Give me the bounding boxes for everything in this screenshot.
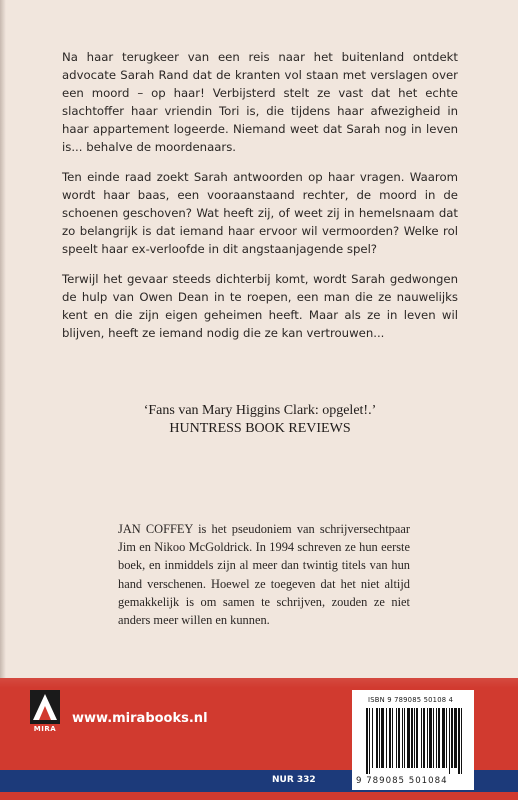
barcode-bar — [458, 708, 460, 774]
review-quote — [62, 402, 458, 438]
synopsis-paragraph-1: Na haar terugkeer van een reis naar het buitenland ontdekt advocate Sarah Rand dat de kranten vol staan met verslagen over een moord – op haar! Verbijsterd stelt ze vast dat het echte slachtoffer haar vriendin Tori is, die tijdens haar afwezigheid in haar appartement logeerde. Niemand weet dat Sarah nog in leven is... behalve de moordenaars. — [62, 50, 458, 154]
publisher-logo — [30, 690, 60, 736]
isbn-barcode — [352, 690, 474, 790]
review-quote-source: HUNTRESS BOOK REVIEWS — [169, 421, 351, 436]
publisher-logo-text: MIRA — [33, 725, 57, 733]
synopsis-paragraph-2: Ten einde raad zoekt Sarah antwoorden op haar vragen. Waarom wordt haar baas, een vooraanstaand rechter, de moord in de schoenen geschoven? Wat heeft zij, of weet zij in hemelsnaam dat zo belangrijk is dat iemand haar ervoor wil vermoorden? Welke rol speelt haar ex-verloofde in dit angstaanjagende spel? — [62, 170, 458, 256]
barcode-bar — [389, 708, 391, 768]
ean-digits: 9 789085 501084 — [356, 776, 448, 786]
barcode-bar — [414, 708, 415, 768]
barcode-bar — [392, 708, 393, 768]
synopsis-paragraph-3: Terwijl het gevaar steeds dichterbij komt, wordt Sarah gedwongen de hulp van Owen Dean in te roepen, een man die ze nauwelijks kent en die zijn eigen geheimen heeft. Maar als ze in leven wil blijven, heeft ze iemand nodig die ze kan vertrouwen... — [62, 272, 458, 340]
barcode-bar — [442, 708, 445, 768]
synopsis-blurb — [62, 48, 458, 354]
barcode-bar — [366, 708, 368, 774]
barcode-bar — [372, 708, 373, 768]
barcode-bar — [461, 708, 462, 774]
barcode-bar — [421, 708, 422, 768]
isbn-label: ISBN 9 789085 50108 4 — [368, 696, 454, 704]
barcode-bar — [396, 708, 397, 768]
barcode-bar — [379, 708, 380, 768]
barcode-bar — [433, 708, 434, 768]
nur-code: NUR 332 — [272, 775, 316, 785]
barcode-bar — [402, 708, 403, 768]
mira-logo-icon — [30, 690, 60, 724]
barcode-bar — [423, 708, 425, 768]
barcode-bar — [427, 708, 428, 768]
publisher-website-link[interactable]: www.mirabooks.nl — [72, 711, 208, 726]
barcode-bar — [438, 708, 440, 768]
barcode-bar — [369, 708, 370, 774]
barcode-bar — [436, 708, 437, 768]
barcode-bar — [449, 708, 450, 774]
barcode-bar — [381, 708, 384, 768]
barcode-bar — [446, 708, 447, 768]
barcode-bar — [451, 708, 453, 768]
barcode-bars — [366, 708, 462, 774]
barcode-bar — [411, 708, 413, 768]
barcode-bar — [404, 708, 405, 768]
barcode-bar — [416, 708, 418, 768]
barcode-bar — [398, 708, 400, 768]
barcode-bar — [376, 708, 378, 768]
author-bio: JAN COFFEY is het pseudoniem van schrijversechtpaar Jim en Nikoo McGoldrick. In 1994 schreven ze hun eerste boek, en inmiddels zijn al meer dan twintig titels van hun hand verschenen. Hoewel ze toegeven dat het niet altijd gemakkelijk is om samen te schrijven, zouden ze niet anders meer willen en kunnen. — [118, 522, 410, 628]
barcode-bar — [407, 708, 410, 768]
review-quote-text: ‘Fans van Mary Higgins Clark: opgelet!.’ — [143, 403, 377, 418]
barcode-bar — [429, 708, 432, 768]
barcode-bar — [386, 708, 387, 768]
barcode-bar — [454, 708, 457, 768]
